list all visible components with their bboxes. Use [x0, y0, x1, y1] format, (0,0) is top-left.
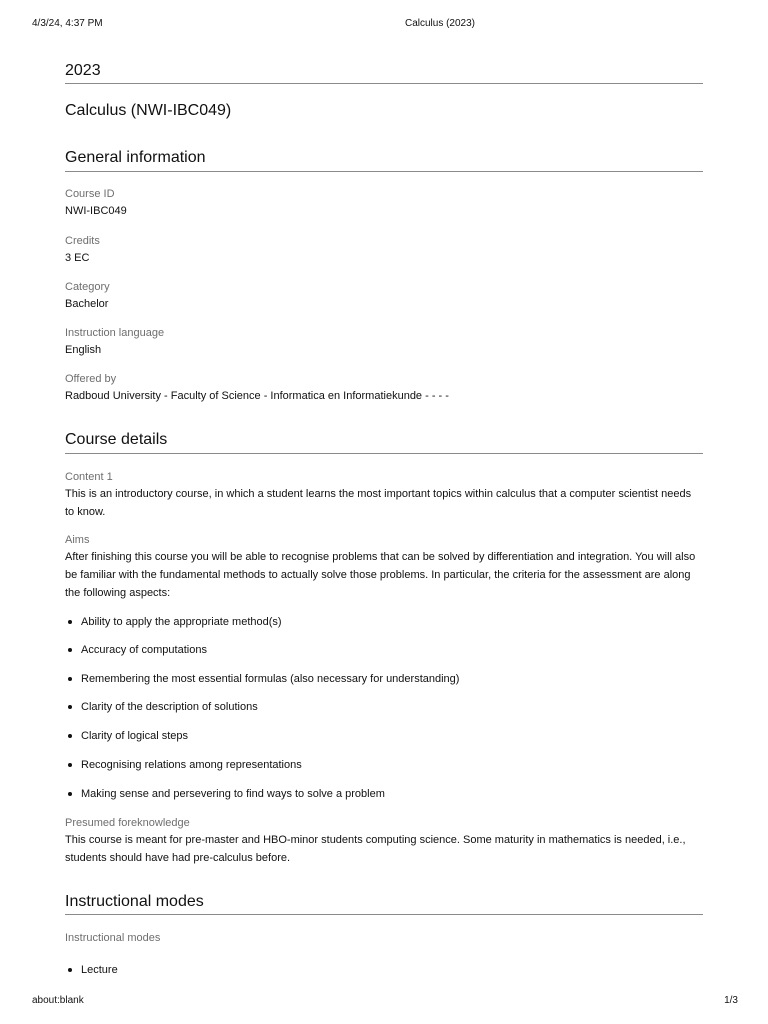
course-id-value: NWI-IBC049 [65, 205, 127, 217]
instruction-language-value: English [65, 344, 102, 356]
divider [65, 83, 703, 84]
list-item: Accuracy of computations [65, 643, 207, 657]
instruction-language-label: Instruction language [65, 327, 165, 339]
print-datetime: 4/3/24, 4:37 PM [32, 18, 103, 29]
divider [65, 171, 703, 172]
list-item: Clarity of logical steps [65, 729, 188, 743]
list-item: Clarity of the description of solutions [65, 700, 258, 714]
foreknowledge-text: This course is meant for pre-master and HBO-minor students computing science. Some maturity in mathematics is needed, i.e., students should have had pre-calculus before. [65, 834, 686, 864]
print-footer [0, 995, 768, 1009]
year-heading: 2023 [65, 62, 101, 79]
content-label: Content 1 [65, 471, 113, 483]
offered-by-value: Radboud University - Faculty of Science - Informatica en Informatiekunde - - - - [65, 390, 449, 402]
content-text: This is an introductory course, in which a student learns the most important topics within calculus that a computer scientist needs to know. [65, 488, 692, 518]
foreknowledge-label: Presumed foreknowledge [65, 817, 190, 829]
offered-by-label: Offered by [65, 373, 117, 385]
print-header [0, 18, 768, 32]
instructional-modes-heading: Instructional modes [65, 893, 204, 910]
credits-label: Credits [65, 235, 100, 247]
list-item: Recognising relations among representations [65, 758, 302, 772]
aims-text: After finishing this course you will be able to recognise problems that can be solved by differentiation and integration. You will also be familiar with the fundamental methods to actually solve those problems. In particular, the criteria for the assessment are along the following aspects: [65, 551, 696, 599]
print-url: about:blank [32, 995, 84, 1006]
list-item: Lecture [65, 963, 118, 977]
list-item: Remembering the most essential formulas (also necessary for understanding) [65, 672, 459, 686]
divider [65, 453, 703, 454]
aims-label: Aims [65, 534, 90, 546]
divider [65, 914, 703, 915]
credits-value: 3 EC [65, 252, 90, 264]
instructional-modes-label: Instructional modes [65, 932, 161, 944]
general-information-heading: General information [65, 149, 206, 166]
course-details-heading: Course details [65, 431, 168, 448]
print-page-title: Calculus (2023) [404, 18, 476, 29]
list-item: Ability to apply the appropriate method(s) [65, 615, 282, 629]
list-item: Making sense and persevering to find ways to solve a problem [65, 787, 385, 801]
course-id-label: Course ID [65, 188, 115, 200]
print-page-number: 1/3 [724, 995, 738, 1006]
course-title: Calculus (NWI-IBC049) [65, 102, 232, 119]
category-label: Category [65, 281, 110, 293]
category-value: Bachelor [65, 298, 109, 310]
